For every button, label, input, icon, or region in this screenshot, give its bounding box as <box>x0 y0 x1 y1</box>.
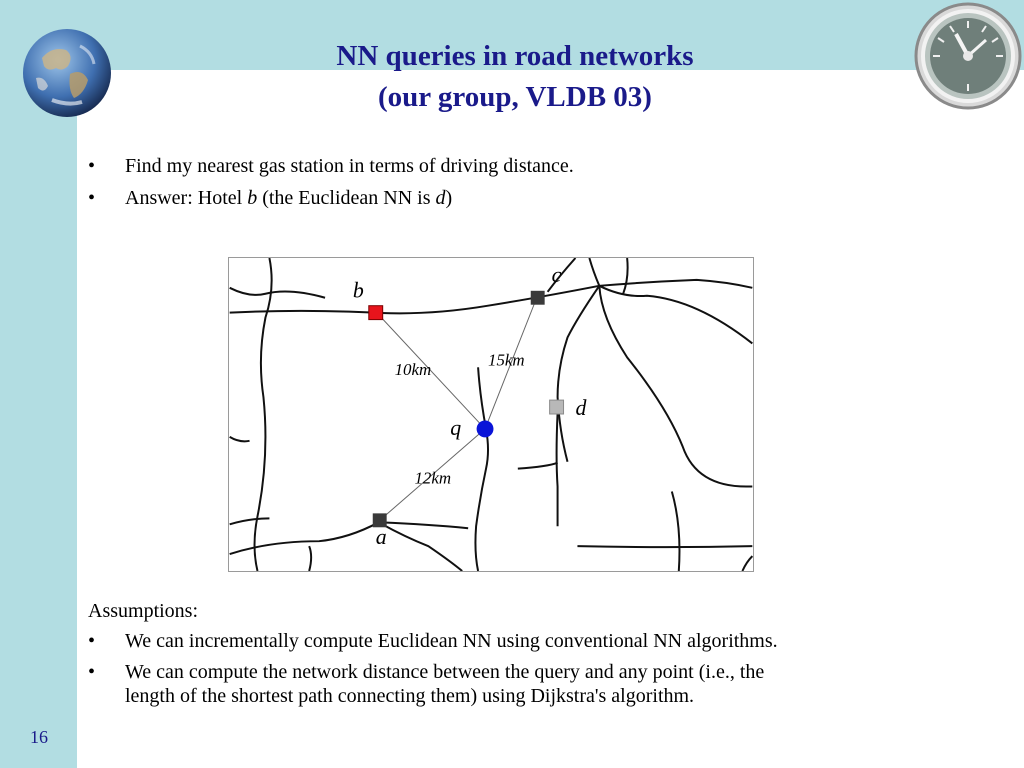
label-q: q <box>450 415 462 440</box>
hotel-c-marker <box>531 291 545 305</box>
distance-label-qb: 10km <box>394 360 432 380</box>
distance-lines <box>377 298 537 521</box>
page-number: 16 <box>30 727 48 747</box>
bullet-text: Find my nearest gas station in terms of driving distance. <box>125 155 574 177</box>
bullet-symbol: • <box>88 155 96 177</box>
assumptions-heading: Assumptions: <box>88 600 199 622</box>
road-network-map <box>228 257 754 572</box>
bullet-text-pre: Answer: Hotel <box>125 187 248 209</box>
bullet-text-post: ) <box>445 187 453 209</box>
assumption-text: We can incrementally compute Euclidean NN using conventional NN algorithms. <box>125 630 778 652</box>
bullet-emphasis-b: b <box>247 187 258 209</box>
bullet-symbol: • <box>88 661 96 683</box>
slide-title-line-1: NN queries in road networks <box>336 40 694 72</box>
label-d: d <box>575 395 587 420</box>
bullet-symbol: • <box>88 187 96 209</box>
bullet-item-2 <box>88 186 452 210</box>
label-c: c <box>551 262 562 287</box>
earth-globe-icon <box>22 28 112 118</box>
assumption-item-2-continuation: length of the shortest path connecting them) using Dijkstra's algorithm. <box>125 685 695 707</box>
clock-icon <box>912 0 1024 112</box>
query-point-marker <box>477 420 494 437</box>
distance-label-qa: 12km <box>414 468 452 488</box>
label-a: a <box>375 525 387 550</box>
assumption-text-line-1: We can compute the network distance between the query and any point (i.e., the <box>125 661 765 683</box>
bullet-emphasis-d: d <box>435 187 446 209</box>
bullet-item-1 <box>88 154 574 178</box>
hotel-d-marker <box>550 400 564 414</box>
bullet-symbol: • <box>88 630 96 652</box>
distance-label-qc: 15km <box>488 350 525 370</box>
slide-title-line-2: (our group, VLDB 03) <box>378 81 652 113</box>
bullet-text-mid: (the Euclidean NN is <box>257 187 436 209</box>
hotel-b-marker <box>369 306 383 320</box>
assumption-item-2 <box>88 660 764 684</box>
assumption-item-1 <box>88 629 778 653</box>
label-b: b <box>352 278 364 303</box>
